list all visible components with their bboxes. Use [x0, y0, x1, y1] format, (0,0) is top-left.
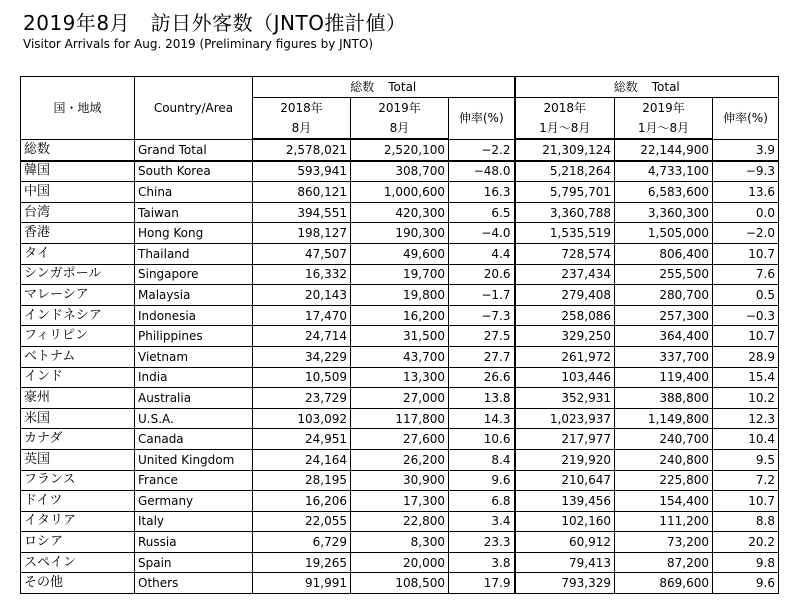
cell-area-en: Grand Total: [135, 139, 253, 161]
cell-area-en: France: [135, 470, 253, 491]
cell-growth-month: 26.6: [449, 367, 515, 388]
cell-area-ja: 英国: [21, 449, 135, 470]
header-2019-cum-period: 1月～8月: [615, 118, 713, 139]
cell-growth-month: 10.6: [449, 429, 515, 450]
page-title: 2019年8月 訪日外客数（JNTO推計値）: [23, 11, 407, 35]
cell-area-en: Vietnam: [135, 346, 253, 367]
cell-area-en: Others: [135, 573, 253, 594]
cell-cum-2018: 1,023,937: [515, 408, 615, 429]
cell-aug-2018: 6,729: [253, 532, 351, 553]
cell-area-en: Singapore: [135, 264, 253, 285]
cell-area-en: Germany: [135, 491, 253, 512]
cell-cum-2019: 1,149,800: [615, 408, 713, 429]
cell-aug-2018: 16,332: [253, 264, 351, 285]
cell-aug-2019: 190,300: [351, 223, 449, 244]
header-growth-month: 伸率(%): [449, 98, 515, 140]
cell-area-en: Hong Kong: [135, 223, 253, 244]
cell-cum-2019: 806,400: [615, 243, 713, 264]
cell-cum-2019: 1,505,000: [615, 223, 713, 244]
header-group-month-ja: 総数: [350, 80, 375, 94]
table-row: [21, 408, 779, 429]
header-2018-cum-year: 2018年: [515, 98, 615, 119]
cell-aug-2018: 47,507: [253, 243, 351, 264]
cell-cum-2019: 87,200: [615, 552, 713, 573]
cell-aug-2019: 30,900: [351, 470, 449, 491]
table-row: [21, 491, 779, 512]
cell-aug-2018: 394,551: [253, 202, 351, 223]
table-row: [21, 264, 779, 285]
cell-cum-2019: 225,800: [615, 470, 713, 491]
cell-area-ja: 台湾: [21, 202, 135, 223]
cell-aug-2019: 2,520,100: [351, 139, 449, 161]
cell-cum-2018: 1,535,519: [515, 223, 615, 244]
cell-area-en: India: [135, 367, 253, 388]
cell-cum-2019: 111,200: [615, 511, 713, 532]
cell-growth-month: 3.4: [449, 511, 515, 532]
cell-growth-cumulative: −0.3: [713, 305, 779, 326]
cell-growth-month: 9.6: [449, 470, 515, 491]
cell-cum-2018: 5,795,701: [515, 182, 615, 203]
cell-aug-2019: 117,800: [351, 408, 449, 429]
cell-cum-2019: 388,800: [615, 388, 713, 409]
header-area-en: Country/Area: [135, 77, 253, 140]
page-subtitle: Visitor Arrivals for Aug. 2019 (Preliminary figures by JNTO): [23, 37, 374, 51]
cell-growth-cumulative: −9.3: [713, 161, 779, 182]
cell-cum-2019: 6,583,600: [615, 182, 713, 203]
cell-growth-month: 17.9: [449, 573, 515, 594]
cell-cum-2019: 257,300: [615, 305, 713, 326]
cell-area-en: Russia: [135, 532, 253, 553]
cell-aug-2018: 19,265: [253, 552, 351, 573]
cell-growth-cumulative: 20.2: [713, 532, 779, 553]
table-row: [21, 573, 779, 594]
cell-growth-cumulative: 7.6: [713, 264, 779, 285]
cell-cum-2019: 869,600: [615, 573, 713, 594]
cell-area-en: Australia: [135, 388, 253, 409]
table-row: [21, 305, 779, 326]
cell-aug-2019: 49,600: [351, 243, 449, 264]
table-row: [21, 139, 779, 161]
cell-aug-2019: 13,300: [351, 367, 449, 388]
cell-aug-2019: 22,800: [351, 511, 449, 532]
cell-growth-cumulative: 0.0: [713, 202, 779, 223]
cell-area-en: China: [135, 182, 253, 203]
cell-aug-2019: 8,300: [351, 532, 449, 553]
cell-cum-2018: 102,160: [515, 511, 615, 532]
cell-growth-month: 27.7: [449, 346, 515, 367]
cell-area-ja: ロシア: [21, 532, 135, 553]
header-group-month-en: Total: [388, 80, 417, 94]
cell-cum-2018: 258,086: [515, 305, 615, 326]
cell-aug-2018: 10,509: [253, 367, 351, 388]
cell-aug-2018: 22,055: [253, 511, 351, 532]
cell-cum-2019: 255,500: [615, 264, 713, 285]
header-2018-aug-year: 2018年: [253, 98, 351, 119]
cell-growth-cumulative: 8.8: [713, 511, 779, 532]
header-row-group: [21, 77, 779, 98]
cell-aug-2019: 1,000,600: [351, 182, 449, 203]
cell-cum-2018: 219,920: [515, 449, 615, 470]
cell-area-ja: 豪州: [21, 388, 135, 409]
cell-aug-2019: 31,500: [351, 326, 449, 347]
table-row: [21, 388, 779, 409]
cell-growth-cumulative: 10.4: [713, 429, 779, 450]
cell-growth-cumulative: −2.0: [713, 223, 779, 244]
cell-aug-2018: 28,195: [253, 470, 351, 491]
cell-cum-2018: 217,977: [515, 429, 615, 450]
table-row: [21, 449, 779, 470]
table-row: [21, 326, 779, 347]
cell-cum-2019: 119,400: [615, 367, 713, 388]
header-2019-cum-year: 2019年: [615, 98, 713, 119]
cell-growth-cumulative: 10.7: [713, 243, 779, 264]
cell-aug-2018: 20,143: [253, 285, 351, 306]
table-row: [21, 182, 779, 203]
cell-aug-2019: 27,000: [351, 388, 449, 409]
cell-area-en: U.S.A.: [135, 408, 253, 429]
cell-cum-2019: 73,200: [615, 532, 713, 553]
cell-cum-2019: 240,700: [615, 429, 713, 450]
header-2019-aug-period: 8月: [351, 118, 449, 139]
cell-aug-2019: 108,500: [351, 573, 449, 594]
cell-growth-month: −4.0: [449, 223, 515, 244]
cell-cum-2018: 793,329: [515, 573, 615, 594]
cell-area-en: South Korea: [135, 161, 253, 182]
cell-area-ja: その他: [21, 573, 135, 594]
cell-area-en: Spain: [135, 552, 253, 573]
visitor-arrivals-table: [20, 76, 779, 594]
cell-area-en: Thailand: [135, 243, 253, 264]
cell-growth-month: 8.4: [449, 449, 515, 470]
cell-growth-cumulative: 15.4: [713, 367, 779, 388]
cell-area-ja: シンガポール: [21, 264, 135, 285]
cell-growth-month: 6.5: [449, 202, 515, 223]
cell-growth-month: 20.6: [449, 264, 515, 285]
cell-area-ja: ベトナム: [21, 346, 135, 367]
cell-growth-month: 14.3: [449, 408, 515, 429]
cell-cum-2019: 22,144,900: [615, 139, 713, 161]
cell-growth-cumulative: 3.9: [713, 139, 779, 161]
cell-area-ja: ドイツ: [21, 491, 135, 512]
cell-aug-2018: 198,127: [253, 223, 351, 244]
cell-aug-2018: 23,729: [253, 388, 351, 409]
cell-aug-2019: 19,800: [351, 285, 449, 306]
cell-growth-month: 3.8: [449, 552, 515, 573]
cell-area-ja: 中国: [21, 182, 135, 203]
header-area-ja: 国・地域: [21, 77, 135, 140]
cell-cum-2018: 21,309,124: [515, 139, 615, 161]
cell-cum-2019: 154,400: [615, 491, 713, 512]
cell-growth-cumulative: 0.5: [713, 285, 779, 306]
cell-aug-2018: 593,941: [253, 161, 351, 182]
cell-growth-month: 4.4: [449, 243, 515, 264]
cell-cum-2018: 139,456: [515, 491, 615, 512]
cell-growth-month: 13.8: [449, 388, 515, 409]
cell-cum-2018: 329,250: [515, 326, 615, 347]
table-row: [21, 470, 779, 491]
cell-growth-cumulative: 7.2: [713, 470, 779, 491]
cell-growth-cumulative: 10.7: [713, 491, 779, 512]
cell-area-ja: マレーシア: [21, 285, 135, 306]
table-row: [21, 511, 779, 532]
header-growth-cumulative: 伸率(%): [713, 98, 779, 140]
cell-aug-2018: 91,991: [253, 573, 351, 594]
cell-aug-2018: 24,714: [253, 326, 351, 347]
cell-growth-month: 6.8: [449, 491, 515, 512]
cell-cum-2019: 3,360,300: [615, 202, 713, 223]
cell-cum-2018: 5,218,264: [515, 161, 615, 182]
cell-aug-2018: 103,092: [253, 408, 351, 429]
cell-area-en: Italy: [135, 511, 253, 532]
cell-aug-2018: 860,121: [253, 182, 351, 203]
cell-area-ja: 米国: [21, 408, 135, 429]
cell-area-en: Philippines: [135, 326, 253, 347]
header-group-cumulative: [515, 77, 779, 98]
cell-cum-2019: 364,400: [615, 326, 713, 347]
cell-cum-2018: 79,413: [515, 552, 615, 573]
cell-growth-cumulative: 13.6: [713, 182, 779, 203]
cell-area-ja: タイ: [21, 243, 135, 264]
cell-cum-2019: 4,733,100: [615, 161, 713, 182]
cell-aug-2018: 2,578,021: [253, 139, 351, 161]
cell-area-ja: フランス: [21, 470, 135, 491]
cell-area-ja: フィリピン: [21, 326, 135, 347]
cell-aug-2019: 43,700: [351, 346, 449, 367]
cell-aug-2019: 27,600: [351, 429, 449, 450]
cell-growth-month: −48.0: [449, 161, 515, 182]
header-2018-aug-period: 8月: [253, 118, 351, 139]
cell-area-en: Taiwan: [135, 202, 253, 223]
cell-area-ja: イタリア: [21, 511, 135, 532]
cell-cum-2018: 261,972: [515, 346, 615, 367]
header-group-cumulative-ja: 総数: [613, 80, 638, 94]
table-row: [21, 202, 779, 223]
cell-cum-2018: 352,931: [515, 388, 615, 409]
cell-aug-2018: 17,470: [253, 305, 351, 326]
cell-cum-2018: 3,360,788: [515, 202, 615, 223]
cell-area-en: Canada: [135, 429, 253, 450]
cell-growth-cumulative: 9.6: [713, 573, 779, 594]
cell-area-en: Malaysia: [135, 285, 253, 306]
table-row: [21, 285, 779, 306]
table-body: [21, 139, 779, 594]
table-row: [21, 243, 779, 264]
cell-area-ja: 総数: [21, 139, 135, 161]
cell-aug-2018: 16,206: [253, 491, 351, 512]
cell-cum-2019: 337,700: [615, 346, 713, 367]
cell-area-en: Indonesia: [135, 305, 253, 326]
cell-aug-2019: 308,700: [351, 161, 449, 182]
table-row: [21, 346, 779, 367]
cell-aug-2019: 20,000: [351, 552, 449, 573]
cell-aug-2019: 17,300: [351, 491, 449, 512]
cell-growth-month: −1.7: [449, 285, 515, 306]
cell-growth-cumulative: 10.7: [713, 326, 779, 347]
header-group-month: [253, 77, 515, 98]
cell-area-ja: 韓国: [21, 161, 135, 182]
cell-growth-month: 23.3: [449, 532, 515, 553]
cell-growth-cumulative: 28.9: [713, 346, 779, 367]
cell-growth-month: −2.2: [449, 139, 515, 161]
cell-cum-2018: 279,408: [515, 285, 615, 306]
header-2019-aug-year: 2019年: [351, 98, 449, 119]
table-row: [21, 161, 779, 182]
table-row: [21, 223, 779, 244]
cell-aug-2019: 16,200: [351, 305, 449, 326]
cell-growth-month: 27.5: [449, 326, 515, 347]
cell-growth-cumulative: 10.2: [713, 388, 779, 409]
cell-cum-2019: 280,700: [615, 285, 713, 306]
cell-area-ja: インド: [21, 367, 135, 388]
table-row: [21, 429, 779, 450]
cell-cum-2018: 210,647: [515, 470, 615, 491]
table-row: [21, 552, 779, 573]
cell-aug-2019: 26,200: [351, 449, 449, 470]
table-row: [21, 367, 779, 388]
cell-cum-2018: 237,434: [515, 264, 615, 285]
cell-cum-2018: 728,574: [515, 243, 615, 264]
cell-growth-month: −7.3: [449, 305, 515, 326]
cell-area-ja: カナダ: [21, 429, 135, 450]
cell-cum-2018: 103,446: [515, 367, 615, 388]
cell-aug-2019: 420,300: [351, 202, 449, 223]
cell-growth-cumulative: 9.5: [713, 449, 779, 470]
cell-cum-2018: 60,912: [515, 532, 615, 553]
header-group-cumulative-en: Total: [651, 80, 680, 94]
table-row: [21, 532, 779, 553]
cell-area-en: United Kingdom: [135, 449, 253, 470]
cell-area-ja: インドネシア: [21, 305, 135, 326]
cell-area-ja: 香港: [21, 223, 135, 244]
cell-area-ja: スペイン: [21, 552, 135, 573]
cell-growth-month: 16.3: [449, 182, 515, 203]
cell-aug-2019: 19,700: [351, 264, 449, 285]
header-2018-cum-period: 1月～8月: [515, 118, 615, 139]
cell-aug-2018: 24,951: [253, 429, 351, 450]
cell-cum-2019: 240,800: [615, 449, 713, 470]
cell-growth-cumulative: 9.8: [713, 552, 779, 573]
cell-aug-2018: 34,229: [253, 346, 351, 367]
cell-growth-cumulative: 12.3: [713, 408, 779, 429]
cell-aug-2018: 24,164: [253, 449, 351, 470]
